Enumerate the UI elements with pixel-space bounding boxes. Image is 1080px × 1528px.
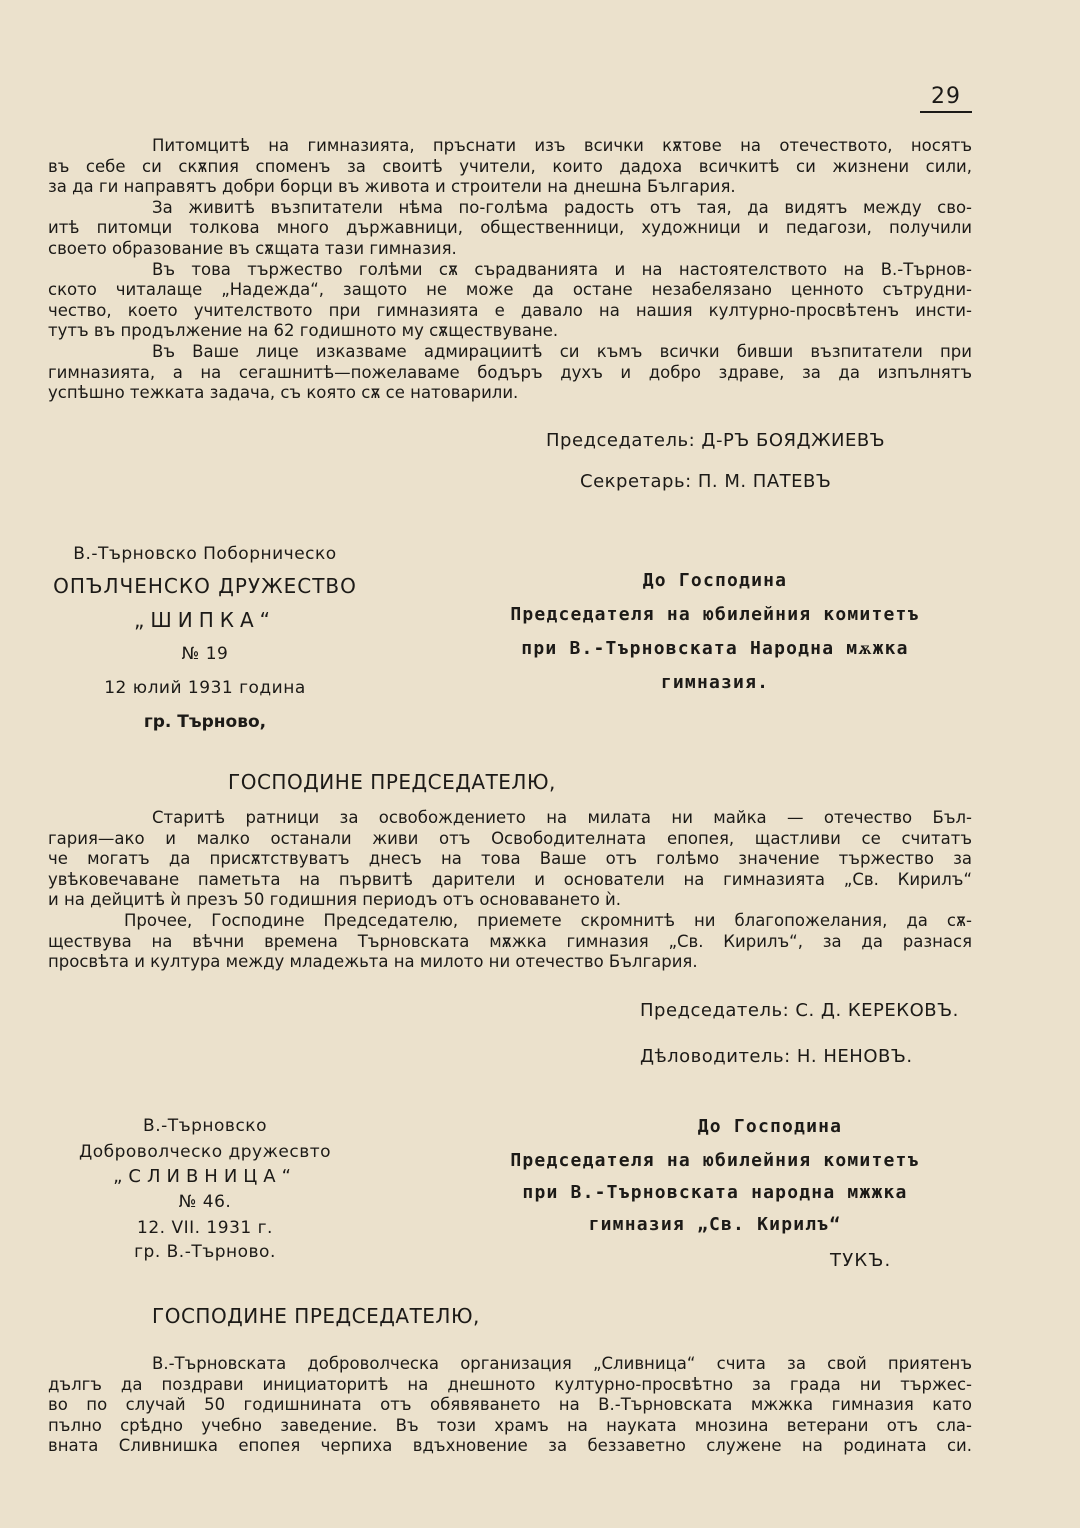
- letter2-chairman-signature: Председатель: С. Д. КЕРЕКОВЪ.: [640, 1000, 959, 1021]
- text-line: гария—ако и малко останали живи отъ Освободителната епопея, щастливи се считатъ: [48, 828, 972, 848]
- text-line: вната Сливнишка епопея черпиха вдъхновение за беззаветно служене на родината си.: [48, 1436, 972, 1456]
- sender-date: 12. VII. 1931 г.: [137, 1218, 273, 1238]
- text-line: пълно срѣдно учебно заведение. Въ този храмъ на науката мнозина ветерани отъ сла-: [48, 1415, 972, 1435]
- text-line: тутъ въ продължение на 62 годишното му сѫществуване.: [48, 321, 559, 341]
- addressee-line: при В.-Търновската Народна мѫжка: [521, 638, 909, 659]
- letter2-addressee-block: [440, 570, 990, 700]
- text-line: итѣ питомци толкова много държавници, общественници, художници и педагози, получили: [48, 218, 972, 238]
- addressee-line: при В.-Търновската народна мжжка: [522, 1182, 908, 1203]
- letter2-greeting: ГОСПОДИНЕ ПРЕДСЕДАТЕЛЮ,: [228, 770, 556, 794]
- text-line: Въ Ваше лице изказваме адмирациитѣ си къмъ всички бивши възпитатели при: [152, 341, 972, 361]
- sender-reg-number: № 46.: [178, 1192, 232, 1212]
- letter3-body: [48, 1354, 972, 1457]
- sender-city: гр. Търново,: [143, 712, 267, 732]
- text-line: за да ги направятъ добри борци въ живота и строители на днешна България.: [48, 177, 736, 197]
- letter2-clerk-signature: Дѣловодитель: Н. НЕНОВЪ.: [640, 1046, 913, 1067]
- letter3-addressee-block: [450, 1116, 980, 1276]
- letter3-greeting: ГОСПОДИНЕ ПРЕДСЕДАТЕЛЮ,: [152, 1304, 480, 1328]
- page-number: 29: [920, 84, 972, 113]
- text-line: За живитѣ възпитатели нѣма по-голѣма радость отъ тая, да видятъ между сво-: [152, 197, 972, 217]
- text-line: ското читалаще „Надежда“, защото не може да остане незабелязано ценното сътрудни-: [48, 280, 972, 300]
- addressee-location: ТУКЪ.: [830, 1250, 892, 1271]
- sender-city: гр. В.-Търново.: [134, 1242, 276, 1262]
- sender-line: В.-Търновско: [143, 1116, 267, 1136]
- letter2-sender-block: [40, 540, 370, 740]
- text-line: дългъ да поздрави инициаторитѣ на днешното културно-просвѣтно за града ни тържес-: [48, 1374, 972, 1394]
- addressee-line: Председателя на юбилейния комитетъ: [510, 1150, 920, 1171]
- text-line: гимназията, а на сегашнитѣ—пожелаваме бодъръ духъ и добро здраве, за да изпълнятъ: [48, 362, 972, 382]
- sender-line: Доброволческо дружесвто: [78, 1142, 332, 1162]
- text-line: своето образование въ сѫщата тази гимназия.: [48, 238, 457, 258]
- section1-text: [48, 136, 972, 404]
- text-line: Въ това тържество голѣми сѫ сърадванията и на настоятелството на В.-Търнов-: [152, 259, 972, 279]
- text-line: че могатъ да присѫтствуватъ днесъ на това Ваше отъ голѣмо значение тържество за: [48, 849, 972, 869]
- text-line: успѣшно тежката задача, съ която сѫ се натоварили.: [48, 383, 519, 403]
- text-line: въ себе си скѫпия споменъ за своитѣ учители, които дадоха всичкитѣ си жизнени сили,: [48, 156, 972, 176]
- addressee-line: До Господина: [697, 1116, 843, 1137]
- addressee-line: гимназия „Св. Кирилъ“: [588, 1214, 842, 1235]
- addressee-line: До Господина: [642, 570, 788, 591]
- section1-secretary-signature: Секретарь: П. М. ПАТЕВЪ: [580, 471, 832, 492]
- sender-reg-number: № 19: [181, 644, 229, 664]
- sender-date: 12 юлий 1931 година: [104, 678, 306, 698]
- sender-society-title: „ШИПКА“: [134, 608, 276, 632]
- sender-line: В.-Търновско Поборническо: [73, 544, 337, 564]
- sender-society-title: „СЛИВНИЦА“: [113, 1166, 297, 1187]
- letter2-body: [48, 808, 972, 973]
- text-line: Питомцитѣ на гимназията, пръснати изъ всички кѫтове на отечеството, носятъ: [152, 136, 972, 155]
- addressee-line: гимназия.: [660, 672, 770, 693]
- addressee-line: Председателя на юбилейния комитетъ: [510, 604, 920, 625]
- text-line: во по случай 50 годишнината отъ обявяването на В.-Търновската мжжка гимназия като: [48, 1395, 972, 1415]
- section1-chairman-signature: Председатель: Д-РЪ БОЯДЖИЕВЪ: [546, 430, 886, 451]
- text-line: Старитѣ ратници за освобождението на милата ни майка — отечество Бъл-: [152, 808, 972, 827]
- text-line: В.-Търновската доброволческа организация „Сливница“ счита за свой приятенъ: [152, 1354, 972, 1373]
- text-line: Прочее, Господине Председателю, приемете скромнитѣ ни благопожелания, да сѫ-: [124, 910, 972, 930]
- letter3-sender-block: [40, 1114, 370, 1274]
- text-line: увѣковечаване паметьта на първитѣ дарители и основатели на гимназията „Св. Кирилъ“: [48, 869, 972, 889]
- text-line: ществува на вѣчни времена Търновската мѫжка гимназия „Св. Кирилъ“, за да разнася: [48, 931, 972, 951]
- text-line: и на дейцитѣ ѝ презъ 50 годишния периодъ отъ основаването ѝ.: [48, 890, 621, 910]
- sender-society-name: ОПЪЛЧЕНСКО ДРУЖЕСТВО: [53, 574, 357, 598]
- text-line: чество, което учителството при гимназията е давало на нашия културно-просвѣтенъ инсти-: [48, 300, 972, 320]
- text-line: просвѣта и култура между младежьта на милото ни отечество България.: [48, 952, 698, 972]
